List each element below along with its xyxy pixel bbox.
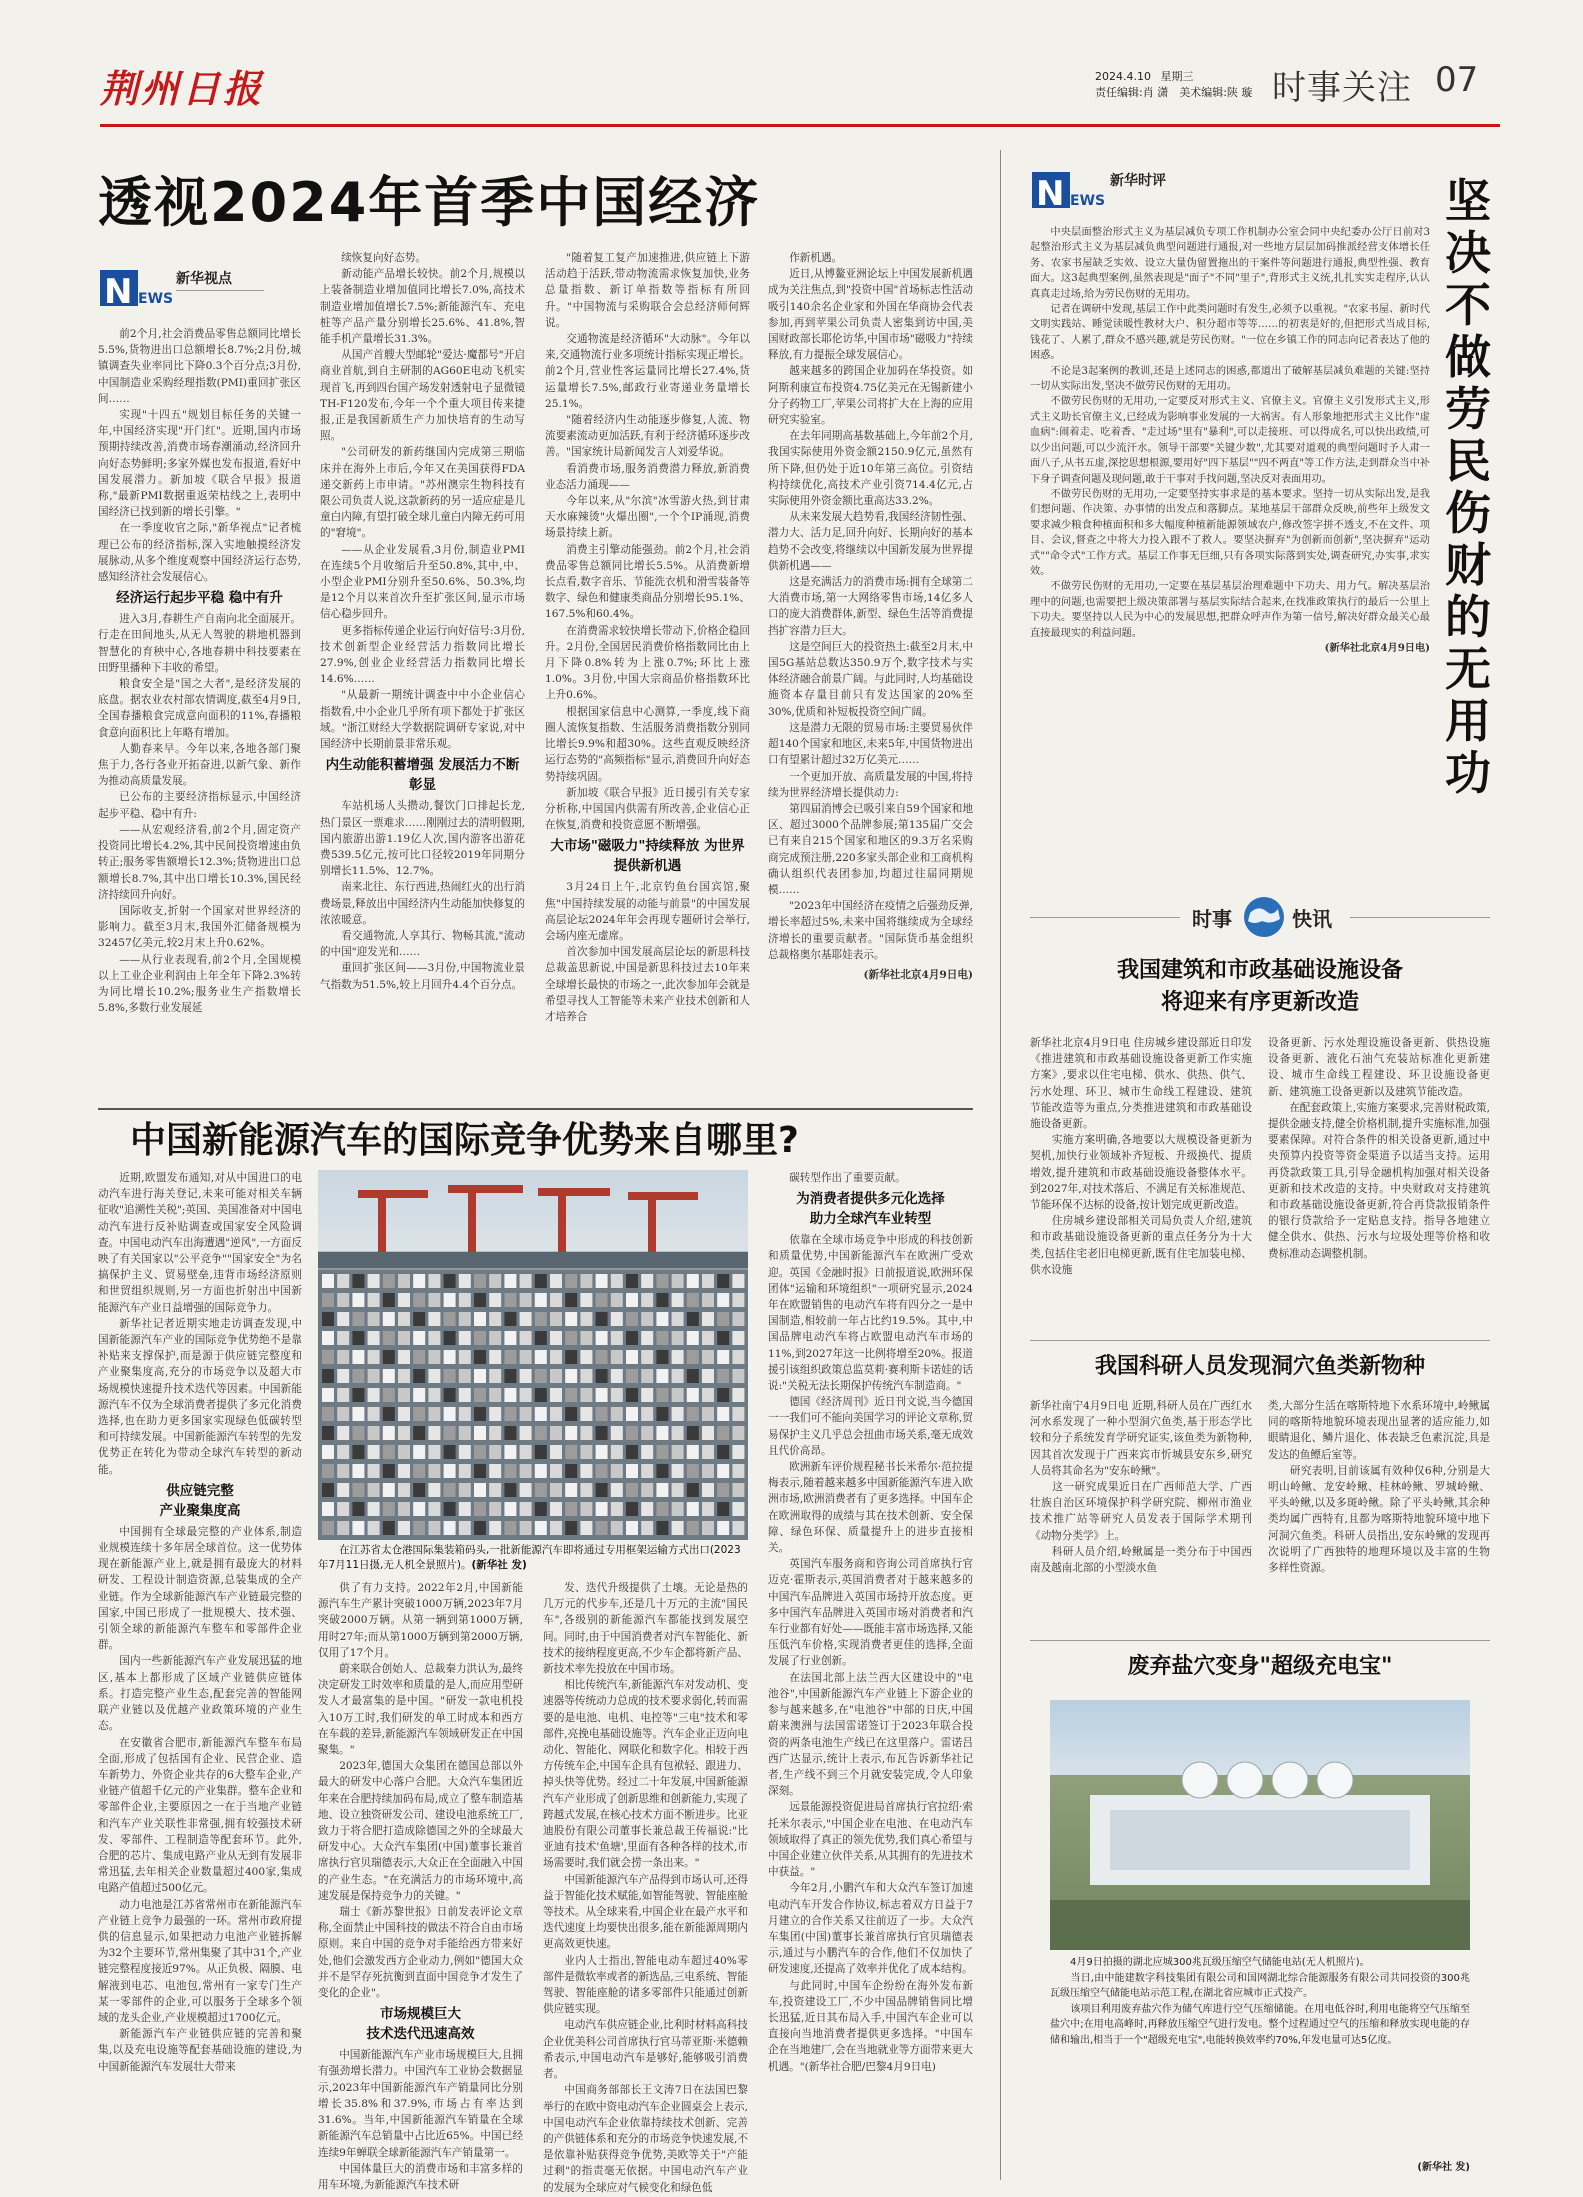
- paragraph: 欧洲新车评价规程秘书长米希尔·范拉提梅表示,随着越来越多中国新能源汽车进入欧洲市场,欧洲消费者有了更多选择。中国车企在欧洲取得的成绩与其在技术创新、安全保障、绿色环保、质量提升上的进步直接相关。: [768, 1461, 973, 1555]
- news-tag-label: 新华视点: [176, 271, 232, 287]
- paragraph: 远景能源投资促进局首席执行官拉绍·索托米尔表示,"中国企业在电池、在电动汽车领域取得了真正的领先优势,我们真心希望与中国企业建立伙伴关系,从其拥有的先进技术中获益。": [768, 1801, 973, 1879]
- subheading: 市场规模巨大 技术迭代迅速高效: [366, 2006, 475, 2043]
- paragraph: 一个更加开放、高质量发展的中国,将持续为世界经济增长提供动力:: [768, 770, 973, 799]
- paragraph: 这是潜力无限的贸易市场:主要贸易伙伴超140个国家和地区,未来5年,中国货物进出口有望累计超过32万亿美元……: [768, 721, 973, 767]
- svg-text:N: N: [1036, 174, 1065, 214]
- paragraph: 不做劳民伤财的无用功,一定要坚持实事求是的基本要求。坚持一切从实际出发,是我们想问题、作决策、办事情的出发点和落脚点。某地基层干部群众反映,前些年上级发文要求减少粮食种植面积和多大幅度种植新能源领域农户,修改签字拼不透支,不在文件、项目、会议,督查之中将大力投入跟不了救人。要坚决摒弃"为创新而创新",坚决摒弃"运动式""命令式"工作方式。基层工作事无巨细,只有各项实际落到实处,调查研究,办实事,求实效。: [1030, 488, 1430, 577]
- svg-text:EWS: EWS: [1070, 193, 1106, 209]
- main-col-2: [320, 250, 525, 1098]
- paragraph: 已公布的主要经济指标显示,中国经济起步平稳、稳中有升:: [98, 791, 301, 820]
- ev-photo: [318, 1170, 748, 1540]
- section-divider: [98, 1108, 973, 1110]
- paragraph: 在去年同期高基数基础上,今年前2个月,我国实际使用外资金额2150.9亿元,虽然有所下降,但仍处于近10年第三高位。引资结构持续优化,高技术产业引资714.4亿元,占实际使用外资金额比重高达33.2%。: [768, 430, 973, 508]
- paragraph: 南来北往、东行西进,热闹红火的出行消费场景,释放出中国经济内生动能加快修复的浓浓暖意。: [320, 881, 525, 926]
- paragraph: 续恢复向好态势。: [341, 252, 426, 264]
- paragraph: ——从宏观经济看,前2个月,固定资产投资同比增长4.2%,其中民间投资增速由负转正;服务零售额增长12.3%;货物进出口总额增长8.7%,其中出口增长10.3%,国民经济持续回升向好。: [98, 823, 301, 901]
- paragraph: 与此同时,中国车企纷纷在海外发布新车,投资建设工厂,不少中国品牌销售同比增长迅猛,近日其布局入手,中国汽车企业可以直接向当地消费者提供更多选择。"中国车企在当地建厂,会在当地就业等方面带来更大机遇。"(新华社合肥/巴黎4月9日电): [768, 1979, 973, 2073]
- paragraph: 英国汽车服务商和咨询公司首席执行官迈克·霍斯表示,英国消费者对于越来越多的中国汽车品牌进入英国市场持开放态度。更多中国汽车品牌进入英国市场对消费者和汽车行业都有好处——既能丰富市场选择,又能压低汽车价格,实现消费者更佳的选择,全面发展了行业创新。: [768, 1558, 973, 1668]
- paragraph: 不做劳民伤财的无用功,一定要在基层基层治理难题中下功夫、用力气。解决基层治理中的问题,也需要把上级决策部署与基层实际结合起来,在找准政策执行的最后一公里上下功夫。要坚持以人民为中心的发展思想,把群众呼声作为第一信号,解决好群众最关心最直接最现实的利益问题。: [1030, 581, 1430, 639]
- paragraph: 作新机遇。: [789, 252, 843, 264]
- paragraph: 根据国家信息中心测算,一季度,线下商圈人流恢复指数、生活服务消费指数分别同比增长9.9%和超30%。这些直观反映经济运行态势的"高频指标"显示,消费回升向好态势持续巩固。: [545, 705, 750, 783]
- paragraph: 在法国北部上法兰西大区建设中的"电池谷",中国新能源汽车产业链上下游企业的参与越来越多,在"电池谷"中部的日庆,中国蔚来澳洲与法国雷诺签订于2023年联合投资的两条电池生产线已在这里落户。雷诺吕西广达显示,统计上表示,布瓦告诉新华社记者,生产线不到三个月就安装完成,令人印象深刻。: [768, 1671, 973, 1798]
- paragraph: ——从企业发展看,3月份,制造业PMI在连续5个月收缩后升至50.8%,其中,中、小型企业PMI分别升至50.6%、50.3%,均是12个月以来首次升至扩张区间,显示市场信心稳步回升。: [320, 543, 525, 621]
- paragraph: 从未来发展大趋势看,我国经济韧性强、潜力大、活力足,回升向好、长期向好的基本趋势不会改变,将继续以中国新发展为世界提供新机遇——: [768, 511, 973, 572]
- paragraph: "公司研发的新药继国内完成第三期临床并在海外上市后,今年又在美国获得FDA递交新药上市申请。"苏州澳宗生物科技有限公司负责人说,这款新药的另一适应症是儿童白内障,有望打破全球儿童白内障无药可用的"窘境"。: [320, 446, 525, 540]
- paragraph: 在安徽省合肥市,新能源汽车整车布局全面,形成了包括国有企业、民营企业、造车新势力、外资企业共存的6大整车企业,产业链产值超千亿元的产业集群。整车企业和零部件企业,主要原因之一在于当地产业链和汽车产业关联性非常强,拥有较强技术研发、零部件、工程制造等配套环节。此外,合肥的芯片、集成电路产业从无到有发展非常迅猛,去年相关企业数量超过400家,集成电路产值超过500亿元。: [98, 1736, 302, 1895]
- paragraph: 国际收支,折射一个国家对世界经济的影响力。截至3月末,我国外汇储备规模为32457亿美元,较2月末上升0.62%。: [98, 904, 301, 950]
- paragraph: 新加坡《联合早报》近日援引有关专家分析称,中国国内供需有所改善,企业信心正在恢复,消费和投资意愿不断增强。: [545, 786, 750, 832]
- commentary-tag-label: 新华时评: [1110, 173, 1166, 189]
- news-logo-icon: [1030, 160, 1106, 220]
- news-logo-icon: [98, 258, 174, 318]
- energy-station-photo: [1050, 1700, 1470, 1950]
- paragraph: 国内一些新能源汽车产业发展迅猛的地区,基本上都形成了区域产业链供应链体系。打造完整产业生态,配套完善的智能网联产业链以及优越产业政策环境的产业生态。: [98, 1655, 302, 1733]
- credit: (新华社北京4月9日电): [863, 968, 973, 981]
- brief-1-title: 我国建筑和市政基础设施设备 将迎来有序更新改造: [1116, 958, 1403, 1015]
- paragraph: 这是充满活力的消费市场:拥有全球第二大消费市场,第一大网络零售市场,14亿多人口的庞大消费群体,新型、绿色生活等消费提挡扩容潜力巨大。: [768, 576, 973, 637]
- paragraph: 蔚来联合创始人、总裁秦力洪认为,最终决定研发工时效率和质量的是人,而应用型研发人才最富集的是中国。"研发一款电机投入10万工时,我们研发的单工时成本和西方在车载的差异,新能源汽车领域研发正在中国聚集。": [318, 1663, 523, 1757]
- commentary-title: 坚决不做劳民伤财的无用功: [1445, 174, 1491, 800]
- paragraph: 看交通物流,人享其行、物畅其流,"流动的中国"迎发光和……: [320, 929, 525, 959]
- brief-tag-left: 时事: [1192, 907, 1232, 931]
- subheading: 供应链完整 产业聚集度高: [159, 1482, 241, 1519]
- paragraph: 不做劳民伤财的无用功,一定要反对形式主义、官僚主义。官僚主义引发形式主义,形式主义助长官僚主义,已经成为影响事业发展的一大祸害。有人形象地把形式主义比作"虚血病":闹着走、吃着香、"走过场"里有"暴利",可以走接班、可以得成名,可以快出政绩,可以少出问题,可以少流汗水。领导干部要"关键少数",尤其要对道观的典型问题时予人肃一面八子,从书五虚,深挖思想根源,要用好"四下基层""四不两直"等工作方法,走到群众当中补下身子调查问题及现问题,敢于干事对手找问题,坚决反对表面用功。: [1030, 396, 1430, 485]
- brief-divider: [1030, 1640, 1490, 1641]
- paragraph: "2023年中国经济在疫情之后强劲反弹,增长率超过5%,未来中国将继续成为全球经济增长的重要贡献者。"国际货币基金组织总裁格奥尔基耶娃表示。: [768, 900, 973, 961]
- main-col-3: [545, 250, 750, 1098]
- commentary-tag: [1030, 160, 1210, 220]
- paragraph: 这是空间巨大的投资热土:截至2月末,中国5G基站总数达350.9万个,数字技术与实体经济融合前景广阔。与此同时,人均基础设施资本存量目前只有发达国家的20%至30%,优质和补短板投资空间广阔。: [768, 640, 973, 718]
- issue-date: 2024.4.10: [1095, 70, 1151, 83]
- brief-1-col-1: 新华社北京4月9日电 住房城乡建设部近日印发《推进建筑和市政基础设施设备更新工作实施方案》,要求以住宅电梯、供水、供热、供气、污水处理、环卫、城市生命线工程建设、建筑节能改造等为重点,分类推进建筑和市政基础设施设备更新。 实施方案明确,各地要以大规模设备更新为契机,加快行业领域补齐短板、升级换代、提质增效,提升建筑和市政基础设施设备整体水平。到2027年,对技术落后、不满足有关标准规范、节能环保不达标的设备,按计划完成更新改造。 住房城乡建设部相关司局负责人介绍,建筑和市政基础设施设备更新的重点任务分为十大类,包括住宅老旧电梯更新,既有住宅加装电梯、供水设施: [1030, 1037, 1252, 1276]
- paragraph: 看消费市场,服务消费潜力释放,新消费业态活力涌现——: [545, 462, 750, 491]
- paragraph: 动力电池是江苏省常州市在新能源汽车产业链上竞争力最强的一环。常州市政府提供的信息显示,如果把动力电池产业链拆解为32个主要环节,常州集聚了其中31个,产业链完整程度接近97%。从正负极、隔膜、电解液到电芯、电池包,常州有一家专门生产某一零部件的企业,可以服务于全球多个领域的龙头企业,产业规模超过1700亿元。: [98, 1898, 302, 2024]
- editor-line: 责任编辑:肖 潇 美术编辑:陕 璇: [1095, 86, 1253, 99]
- paragraph: 德国《经济周刊》近日刊文说,当今德国一一我们可不能向美国学习的评论文章称,贸易保护主义几乎总会扭曲市场关系,毫无成效且代价高昂。: [768, 1396, 973, 1457]
- ev-photo-caption: [318, 1543, 748, 1573]
- ev-col-1: [98, 1170, 302, 2180]
- paragraph: 交通物流是经济循环"大动脉"。今年以来,交通物流行业多项统计指标实现正增长。前2个月,营业性客运量同比增长27.4%,货运量增长7.5%,邮政行业寄递业务量增长25.1%。: [545, 333, 750, 410]
- paragraph: "从最新一期统计调查中中小企业信心指数看,中小企业几乎所有项下都处于扩张区域。"浙江财经大学数据院调研专家说,对中国经济中长期前景非常乐观。: [320, 689, 525, 751]
- brief-divider: [1030, 1340, 1490, 1341]
- paragraph: 消费主引擎动能强劲。前2个月,社会消费品零售总额同比增长5.5%。从消费新增长点看,数字音乐、节能洗衣机和滑雪装备等数字、绿色和健康类商品分别增长95.1%、167.5%和60.4%。: [545, 543, 750, 621]
- newspaper-logo: 荆州日报: [100, 66, 265, 111]
- paragraph: 首次参加中国发展高层论坛的新思科技总裁盖思新说,中国是新思科技过去10年来全球增长最快的市场之一,此次参加年会就是希望寻找人工智能等未来产业技术创新和人才培养合: [545, 946, 750, 1023]
- masthead-rule: [100, 124, 1500, 127]
- ev-col-4: [768, 1170, 973, 2180]
- paragraph: 近期,欧盟发布通知,对从中国进口的电动汽车进行海关登记,未来可能对相关车辆征收"追溯性关税";英国、美国准备对中国电动汽车进行反补贴调查或国家安全风险调查。中国电动汽车出海遭遇"逆风",一方面反映了有关国家以"公平竞争""国家安全"为名搞保护主义、贸易壁垒,违背市场经济原则和世贸组织规则,另一方面也折射出中国新能源汽车产业日益增强的国际竞争力。: [98, 1172, 303, 1314]
- globe-icon: [1242, 895, 1286, 939]
- main-col-1: [98, 326, 301, 1098]
- column-separator: [1000, 150, 1001, 2180]
- paragraph: 中国商务部部长王文涛7日在法国巴黎举行的在欧中资电动汽车企业圆桌会上表示,中国电动汽车企业依靠持续技术创新、完善的产供链体系和充分的市场竞争快速发展,不是依靠补贴获得竞争优势,美欧等关于"产能过剩"的指责毫无依据。中国电动汽车产业的发展为全球应对气候变化和绿色低: [543, 2084, 748, 2194]
- brief-tag: [1030, 895, 1490, 945]
- paragraph: 供了有力支持。2022年2月,中国新能源汽车生产累计突破1000万辆,2023年7月突破2000万辆。从第一辆到第1000万辆,用时27年;而从第1000万辆到第2000万辆,仅用了17个月。: [318, 1582, 523, 1659]
- paragraph: 更多指标传递企业运行向好信号:3月份,技术创新型企业经营活力指数同比增长27.9%,创业企业经营活力指数同比增长14.6%……: [320, 624, 525, 686]
- brief-tag-right: 快讯: [1292, 907, 1332, 931]
- main-headline: 透视2024年首季中国经济: [98, 171, 761, 234]
- brief-3-title: 废弃盐穴变身"超级充电宝": [1127, 1654, 1393, 1679]
- paragraph: 越来越多的跨国企业加码在华投资。如阿斯利康宣布投资4.75亿美元在无锡新建小分子药物工厂,苹果公司将扩大在上海的应用研究实验室。: [768, 365, 973, 427]
- paragraph: 中国体量巨大的消费市场和丰富多样的用车环境,为新能源汽车技术研: [318, 2162, 523, 2191]
- energy-station-image: [1050, 1700, 1470, 1950]
- subheading: 大市场"磁吸力"持续释放 为世界提供新机遇: [550, 838, 745, 875]
- paragraph: 第四届消博会已吸引来自59个国家和地区、超过3000个品牌参展;第135届广交会已有来自215个国家和地区的9.3万名采购商完成预注册,220多家头部企业和工商机构确认组织代表团参加,均超过往届同期规模……: [768, 802, 973, 896]
- paragraph: 中国新能源汽车产品得到市场认可,还得益于智能化技术赋能,如智能驾驶、智能座舱等技术。从全球来看,中国企业在最产水平和迭代速度上均要快出很多,能在新能源周期内更高效更快速。: [543, 1873, 748, 1951]
- paragraph: 3月24日上午,北京钓鱼台国宾馆,聚焦"中国持续发展的动能与前景"的中国发展高层论坛2024年年会再现专题研讨会举行,会场内座无虚席。: [545, 881, 750, 942]
- paragraph: 发、迭代升级提供了土壤。无论是热的几万元的代步车,还是几十万元的主流"国民车",各级别的新能源汽车都能找到发展空间。同时,由于中国消费者对汽车智能化、新技术的接纳程度更高,不少车企都将新产品、新技术率先投放在中国市场。: [543, 1582, 748, 1676]
- brief-1-col-2: 设备更新、污水处理设施设备更新、供热设施设备更新、液化石油气充装站标准化更新建设、城市生命线工程建设、环卫设施设备更新、建筑施工设备更新以及建筑节能改造。 在配套政策上,实施方案要求,完善财税政策,提供金融支持,健全价格机制,提升实施标准,加强要素保障。对符合条件的相关设备更新,通过中央预算内投资等资金渠道予以适当支持。运用再贷款政策工具,引导金融机构加强对相关设备更新和技术改造的支持。中央财政对支持建筑和市政基础设施设备更新,符合再贷款报销条件的银行贷款给予一定贴息支持。指导各地建立健全供水、供热、污水与垃圾处理等价格和收费标准动态调整机制。: [1268, 1037, 1490, 1260]
- paragraph: 新能源汽车产业链供应链的完善和聚集,以及充电设施等配套基础设施的建设,为中国新能源汽车发展壮大带来: [98, 2028, 302, 2073]
- paragraph: 重回扩张区间——3月份,中国物流业景气指数为51.5%,较上月回升4.4个百分点。: [320, 962, 525, 991]
- subheading: 经济运行起步平稳 稳中有升: [116, 590, 283, 607]
- paragraph: 电动汽车供应链企业,比利时材料高科技企业优美科公司首席执行官马蒂亚斯·米德赖希表示,中国电动汽车是够好,能够吸引消费者。: [543, 2019, 748, 2081]
- paragraph: 瑞士《新苏黎世报》日前发表评论文章称,全面禁止中国科技的做法不符合自由市场原则。来自中国的竞争对手能给西方带来好处,他们会激发西方企业动力,例如"德国大众并不是罕存死抗衡到直面中国竞争才发生了变化的企业"。: [318, 1906, 523, 2000]
- brief-2-col-2: 类,大部分生活在喀斯特地下水系环境中,岭鳅属同的喀斯特地貌环境表现出显著的适应能力,如眼睛退化、鳞片退化、体表缺乏色素沉淀,具是发达的鱼鳔后室等。 研究表明,目前该属有效种仅6种,分别是大明山岭鳅、龙安岭鳅、桂林岭鳅、罗城岭鳅、平头岭鳅,以及多斑岭鳅。除了平头岭鳅,其余种类均属广西特有,且都为喀斯特地貌环境中地下河洞穴鱼类。科研人员指出,安东岭鳅的发现再次说明了广西独特的地理环境以及丰富的生物多样性资源。: [1268, 1400, 1490, 1575]
- paragraph: 中央层面整治形式主义为基层减负专项工作机制办公室会同中央纪委办公厅日前对3起整治形式主义为基层减负典型问题进行通报,对一些地方层层加码推派经营支体增长任务、农家书屋缺乏实效、设立大量伪留置拖出的干案件等问题进行通报,典型性强、教育面大。这3起典型案例,虽然表现是"面子"不同"里子",背形式主义统,扎扎实实走程序,认认真真走过场,给为劳民伤财的无用功。: [1030, 227, 1430, 300]
- news-tag: [98, 258, 268, 318]
- credit: (新华社北京4月9日电): [1324, 641, 1430, 654]
- ev-col-2: [318, 1580, 523, 2191]
- paragraph: ——从行业表现看,前2个月,全国规模以上工业企业利润由上年全年下降2.3%转为同比增长10.2%;服务业生产指数增长5.8%,多数行业发展延: [98, 953, 301, 1015]
- paragraph: 中国拥有全球最完整的产业体系,制造业规模连续十多年居全球首位。这一优势体现在新能源产业上,就是拥有最庞大的材料研发、工程设计制造资源,总装集成的全产业链。作为全球新能源汽车产业链最完整的国家,中国已形成了一批规模大、技术强、引领全球的新能源汽车整车和零部件企业群。: [98, 1525, 302, 1652]
- commentary-body: [1030, 225, 1430, 875]
- paragraph: 实现"十四五"规划目标任务的关键一年,中国经济实现"开门红"。近期,国内市场预期持续改善,消费市场春潮涌动,经济回升向好态势鲜明;多家外媒也发布报道,看好中国发展潜力。新加坡《联合早报》报道称,"最新PMI数据重返荣枯线之上,表明中国经济已找到新的增长引擎。": [98, 409, 301, 519]
- subheading: 内生动能积蓄增强 发展活力不断彰显: [325, 757, 520, 794]
- paragraph: 中国新能源汽车产业市场规模巨大,且拥有强劲增长潜力。中国汽车工业协会数据显示,2023年中国新能源汽车产销量同比分别增长35.8%和37.9%,市场占有率达到31.6%。当年,中国新能源汽车销量在全球新能源汽车总销量中占比近65%。中国已经连续9年蝉联全球新能源汽车产销量第一。: [318, 2049, 523, 2159]
- brief-3-credit: (新华社 发): [1417, 2162, 1470, 2173]
- paragraph: 近日,从博鳌亚洲论坛上中国发展新机遇成为关注焦点,到"投资中国"首场标志性活动吸引140余名企业家和外国在华商协会代表参加,再到苹果公司负责人密集到访中国,美国财政部长耶伦访华,中国市场"磁吸力"持续释放,有力提振全球发展信心。: [768, 268, 973, 362]
- paragraph: 依靠在全球市场竞争中形成的科技创新和质量优势,中国新能源汽车在欧洲广受欢迎。英国《金融时报》日前报道说,欧洲环保团体"运输和环境组织"一项研究显示,2024年在欧盟销售的电动汽车将有四分之一是中国制造,相较前一年占比约19.5%。其中,中国品牌电动汽车将占欧盟电动汽车市场的11%,到2027年这一比例将增至20%。报道援引该组织政策总监莫莉·赛利斯卡诺娃的话说:"关税无法长期保护传统汽车制造商。": [768, 1234, 973, 1393]
- issue-weekday: 星期三: [1160, 70, 1194, 83]
- paragraph: 业内人士指出,智能电动车超过40%零部件是微软率或者的新选品,三电系统、智能驾驶、智能座舱的诸多零部件只能通过创新供应链实现。: [543, 1954, 748, 2016]
- paragraph: 2023年,德国大众集团在德国总部以外最大的研发中心落户合肥。大众汽车集团近年来在合肥持续加码布局,成立了整车制造基地、设立独资研发公司、建设电池系统工厂,致力于将合肥打造成除德国之外的全球最大研发中心。大众汽车集团(中国)董事长兼首席执行官贝瑞德表示,大众正在全面融入中国的产业生态。"在充满活力的市场环境中,高速发展是保持竞争力的关键。": [318, 1760, 523, 1902]
- subheading: 为消费者提供多元化选择 助力全球汽车业转型: [796, 1191, 945, 1228]
- brief-3-caption: 4月9日拍摄的湖北应城300兆瓦级压缩空气储能电站(无人机照片)。 当日,由中能建数字科技集团有限公司和国网湖北综合能源服务有限公司共同投资的300兆瓦级压缩空气储能电站示范工程,在湖北省应城市正式投产。 该项目利用废弃盐穴作为储气库进行空气压缩储能。在用电低谷时,利用电能将空气压缩至盐穴中;在用电高峰时,再释放压缩空气进行发电。整个过程通过空气的压缩和释放实现电能的存储和输出,相当于一个"超级充电宝",电能转换效率约70%,年发电量可达5亿度。: [1050, 1957, 1470, 2046]
- svg-text:N: N: [104, 272, 133, 312]
- paragraph: 不论是3起案例的教训,还是上述同志的困惑,都道出了破解基层减负难题的关键:坚持一切从实际出发,坚决不做劳民伤财的无用功。: [1030, 365, 1430, 393]
- port-cranes-image: [318, 1170, 748, 1540]
- paragraph: 记者在调研中发现,基层工作中此类问题时有发生,必须予以重视。"农家书屋、新时代文明实践站、睡觉读暖性教材大户、积分超市等等……的初衷是好的,但把形式当成目标,钱花了、人累了,群众不感兴趣,就是劳民伤财。"一位在乡镇工作的同志向记者表达了他的困惑。: [1030, 304, 1430, 362]
- paragraph: 新华社记者近期实地走访调查发现,中国新能源汽车产业的国际竞争优势绝不是靠补贴来支撑保护,而是源于供应链完整度和产业聚集度高,充分的市场竞争以及超大市场规模快速提升技术迭代等因素。中国新能源汽车不仅为全球消费者提供了多元化消费选择,也在助力更多国家实现绿色低碳转型和可持续发展。中国新能源汽车转型的先发优势正在转化为带动全球汽车转型的新动能。: [98, 1317, 302, 1476]
- masthead: [0, 0, 1583, 130]
- paragraph: "随着复工复产加速推进,供应链上下游活动趋于活跃,带动物流需求恢复加快,业务总量指数、新订单指数等指标有所回升。"中国物流与采购联合会总经济师何辉说。: [545, 252, 750, 329]
- page-number: 07: [1435, 60, 1479, 100]
- paragraph: 进入3月,春耕生产自南向北全面展开。行走在田间地头,从无人驾驶的耕地机器到智慧化的育秧中心,各地春耕中科技要素在田野里播种下丰收的希望。: [98, 613, 301, 674]
- paragraph: 车站机场人头攒动,餐饮门口排起长龙,热门景区一票难求……刚刚过去的清明假期,国内旅游出游1.19亿人次,国内游客出游花费539.5亿元,按可比口径较2019年同期分别增长11.5%、12.7%。: [320, 800, 525, 878]
- brief-2-title: 我国科研人员发现洞穴鱼类新物种: [1094, 1354, 1425, 1379]
- paragraph: "随着经济内生动能逐步修复,人流、物流要素流动更加活跃,有利于经济循环逐步改善。"国家统计局新闻发言人刘爱华说。: [545, 414, 750, 459]
- caption-text: 在江苏省太仓港国际集装箱码头,一批新能源汽车即将通过专用框架运输方式出口(2023年7月11日摄,无人机全景照片)。: [318, 1544, 741, 1571]
- paragraph: 粮食安全是"国之大者",是经济发展的底盘。据农业农村部农情调度,截至4月9日,全国春播粮食完成意向面积的11%,春播粮食意向面积比上年略有增加。: [98, 678, 301, 739]
- ev-headline: 中国新能源汽车的国际竞争优势来自哪里?: [130, 1120, 799, 1161]
- paragraph: 新动能产品增长较快。前2个月,规模以上装备制造业增加值同比增长7.0%,高技术制造业增加值增长7.5%;新能源汽车、充电桩等产品产量分别增长25.6%、41.8%,智能手机产量增长31.3%。: [320, 268, 525, 346]
- paragraph: 相比传统汽车,新能源汽车对发动机、变速器等传统动力总成的技术要求弱化,转而需要的是电池、电机、电控等"三电"技术和零部件,亮挽电基础设施等。汽车企业正迈向电动化、智能化、网联化和数字化。相较于西方传统车企,中国车企具有包袱轻、跟进力、掉头快等优势。经过二十年发展,中国新能源汽车产业形成了创新思维和创新能力,实现了跨越式发展,在核心技术方面不断进步。比亚迪股份有限公司董事长兼总裁王传福说:"比亚迪有技术'鱼塘',里面有各种各样的技术,市场需要时,我们就会捞一条出来。": [543, 1679, 748, 1870]
- paragraph: 碳转型作出了重要贡献。: [789, 1172, 906, 1184]
- caption-credit: (新华社 发): [471, 1559, 527, 1571]
- paragraph: 前2个月,社会消费品零售总额同比增长5.5%,货物进出口总额增长8.7%;2月份,城镇调查失业率同比下降0.3个百分点;3月份,中国制造业采购经理指数(PMI)重回扩张区间……: [98, 328, 301, 405]
- ev-col-3: [543, 1580, 748, 2194]
- main-col-4: [768, 250, 973, 1098]
- section-name: 时事关注: [1272, 68, 1412, 108]
- paragraph: 在消费需求较快增长带动下,价格企稳回升。2月份,全国居民消费价格指数同比由上月下降0.8%转为上涨0.7%;环比上涨1.0%。3月份,中国大宗商品价格指数环比上升0.6%。: [545, 624, 750, 702]
- paragraph: 从国产首艘大型邮轮"爱达·魔都号"开启商业首航,到自主研制的AG60E电动飞机实现首飞,再到四台国产场发射透射电子显微镜TH-F120发布,今年一个个重大项目传来捷报,正是我国新质生产力加快培育的生动写照。: [320, 349, 525, 443]
- brief-2-col-1: 新华社南宁4月9日电 近期,科研人员在广西红水河水系发现了一种小型洞穴鱼类,基于形态学比较和分子系统发育学研究证实,该鱼类为新物种,因其首次发现于广西来宾市忻城县安东乡,研究人员将其命名为"安东岭鳅"。 这一研究成果近日在广西师范大学、广西壮族自治区环境保护科学研究院、柳州市渔业技术推广站等研究人员发表于国际学术期刊《动物分类学》上。 科研人员介绍,岭鳅属是一类分布于中国西南及越南北部的小型淡水鱼: [1030, 1400, 1252, 1575]
- paragraph: 人勤春来早。今年以来,各地各部门聚焦于力,各行各业开拓奋进,以新气象、新作为推动高质量发展。: [98, 742, 301, 788]
- paragraph: 今年以来,从"尔滨"冰雪游火热,到甘肃天水麻辣烫"火爆出圈",一个个IP涌现,消费场景持续上新。: [545, 495, 750, 540]
- paragraph: 今年2月,小鹏汽车和大众汽车签订加速电动汽车开发合作协议,标志着双方日益于7月建立的合作关系又往前迈了一步。大众汽车集团(中国)董事长兼首席执行官贝瑞德表示,通过与小鹏汽车的合作,他们不仅加快了研发速度,还提高了效率并优化了成本结构。: [768, 1882, 973, 1976]
- svg-text:EWS: EWS: [138, 291, 174, 307]
- paragraph: 在一季度收官之际,"新华视点"记者梳理已公布的经济指标,深入实地触摸经济发展脉动,从多个维度观察中国经济运行态势,感知经济社会发展信心。: [98, 522, 301, 584]
